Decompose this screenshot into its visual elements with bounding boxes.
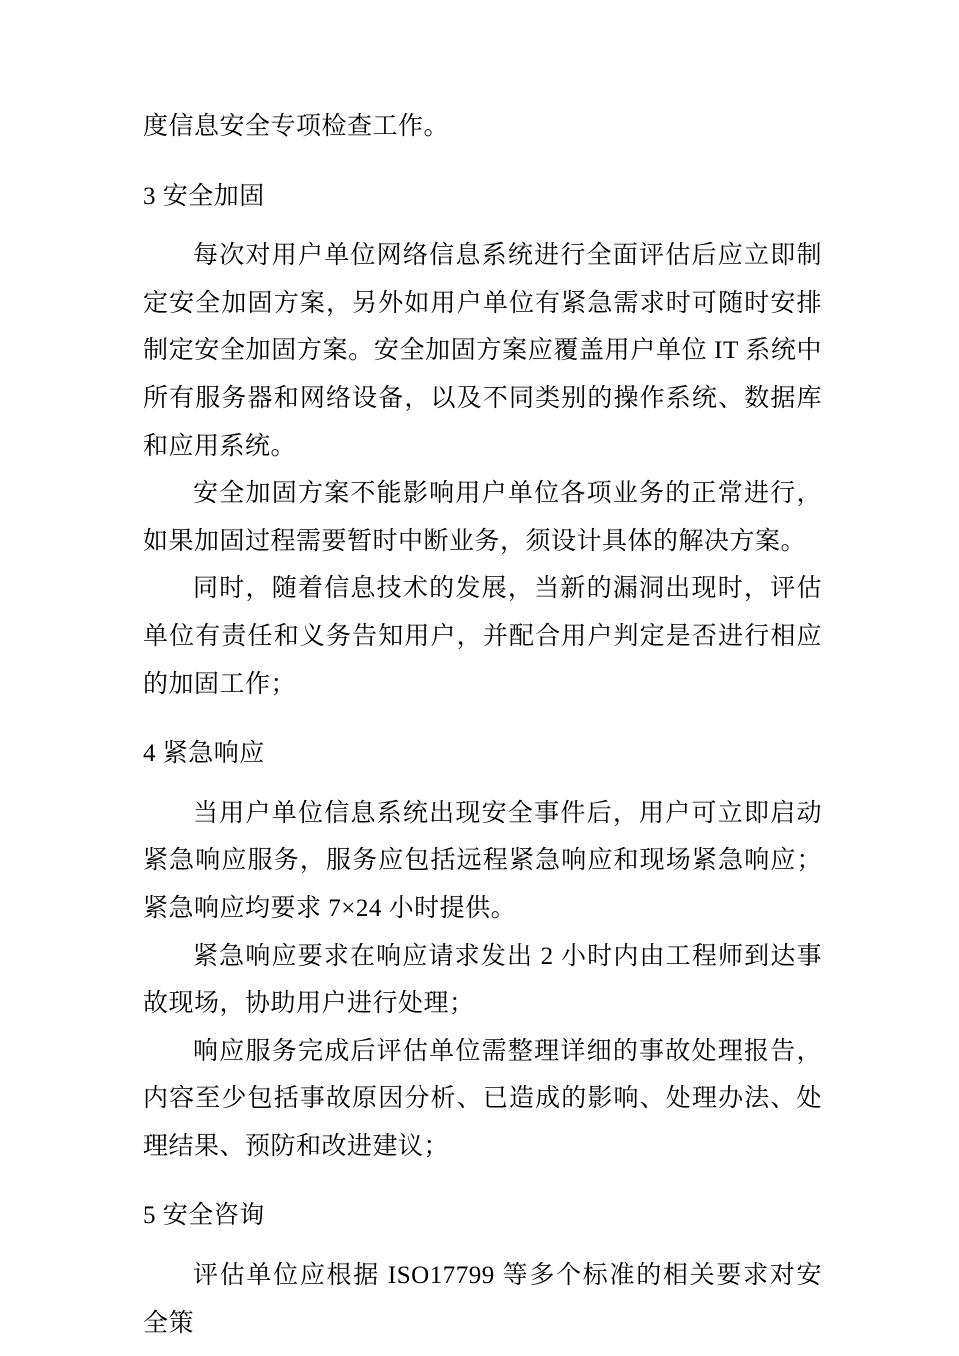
paragraph: 当用户单位信息系统出现安全事件后，用户可立即启动紧急响应服务，服务应包括远程紧急响应和现场紧急响应；紧急响应均要求 7×24 小时提供。	[143, 799, 822, 922]
paragraph: 评估单位应根据 ISO17799 等多个标准的相关要求对安全策	[143, 1262, 822, 1337]
document-body	[143, 103, 822, 1347]
section-heading-4-emergency-response: 4 紧急响应	[143, 740, 265, 768]
paragraph-continuation: 度信息安全专项检查工作。	[143, 113, 450, 140]
paragraph: 同时，随着信息技术的发展，当新的漏洞出现时，评估单位有责任和义务告知用户，并配合用户判定是否进行相应的加固工作；	[143, 575, 822, 698]
paragraph: 安全加固方案不能影响用户单位各项业务的正常进行，如果加固过程需要暂时中断业务，须设计具体的解决方案。	[143, 480, 822, 555]
paragraph: 每次对用户单位网络信息系统进行全面评估后应立即制定安全加固方案，另外如用户单位有紧急需求时可随时安排制定安全加固方案。安全加固方案应覆盖用户单位 IT 系统中所有服务器和网络设备，以及不同类别的操作系统、数据库和应用系统。	[143, 242, 822, 460]
section-heading-5-security-consulting: 5 安全咨询	[143, 1202, 265, 1230]
paragraph: 响应服务完成后评估单位需整理详细的事故处理报告，内容至少包括事故原因分析、已造成的影响、处理办法、处理结果、预防和改进建议；	[143, 1037, 822, 1160]
paragraph: 紧急响应要求在响应请求发出 2 小时内由工程师到达事故现场，协助用户进行处理；	[143, 942, 822, 1018]
section-heading-3-security-hardening: 3 安全加固	[143, 182, 265, 210]
